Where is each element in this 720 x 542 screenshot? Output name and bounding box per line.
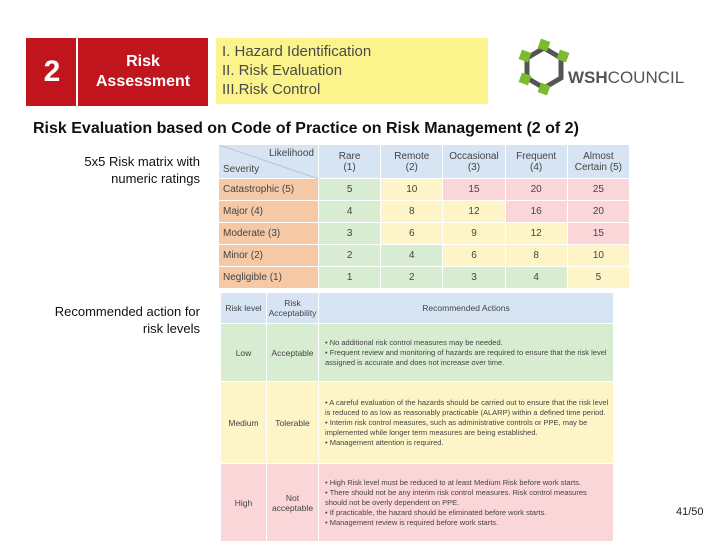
page-number: 41/50 [676, 506, 704, 518]
matrix-row [219, 267, 630, 289]
action-item: • Management attention is required. [325, 437, 444, 447]
matrix-cell: 8 [381, 201, 443, 223]
matrix-cell: 2 [319, 245, 381, 267]
actions-caption [20, 303, 200, 337]
severity-cell: Moderate (3) [219, 223, 319, 245]
outline-item-risk-control: III.Risk Control [222, 81, 321, 98]
action-item: • Frequent review and monitoring of hazards are required to ensure that the risk level assigned is accurate and does not increase over time. [325, 347, 607, 367]
matrix-col-header [319, 145, 381, 179]
logo-text-bold: WSH [568, 68, 608, 87]
section-label-line1: Risk [126, 53, 160, 70]
actions-caption-line1: Recommended action for [54, 304, 200, 319]
matrix-corner-header [219, 145, 319, 179]
matrix-cell: 9 [443, 223, 505, 245]
matrix-cell: 16 [505, 201, 567, 223]
col-name: Almost [583, 150, 614, 162]
section-label-line2: Assessment [95, 73, 191, 90]
actions-header-risk-level: Risk level [221, 293, 267, 324]
outline-item-hazard-identification: I. Hazard Identification [222, 43, 372, 60]
matrix-col-header [567, 145, 629, 179]
matrix-row [219, 179, 630, 201]
risk-level-cell: Low [221, 324, 267, 382]
matrix-cell: 10 [381, 179, 443, 201]
outline-item-risk-evaluation: II. Risk Evaluation [222, 62, 343, 79]
matrix-cell: 10 [567, 245, 629, 267]
matrix-cell: 5 [567, 267, 629, 289]
section-number: 2 [26, 38, 78, 106]
matrix-cell: 20 [505, 179, 567, 201]
logo-text-rest: COUNCIL [607, 68, 685, 87]
col-score: (4) [530, 161, 543, 173]
topic-outline [216, 38, 488, 104]
matrix-row [219, 201, 630, 223]
matrix-cell: 20 [567, 201, 629, 223]
matrix-cell: 6 [381, 223, 443, 245]
action-item: • High Risk level must be reduced to at least Medium Risk before work starts. [325, 477, 582, 487]
matrix-cell: 4 [319, 201, 381, 223]
matrix-caption-line2: numeric ratings [111, 171, 200, 186]
slide-heading: Risk Evaluation based on Code of Practice on Risk Management (2 of 2) [33, 120, 579, 137]
action-text: High Risk level must be reduced to at least Medium Risk before work starts. [329, 477, 582, 487]
actions-cell [319, 382, 614, 464]
action-item: • No additional risk control measures may be needed. [325, 337, 503, 347]
wsh-council-logo-text [568, 68, 684, 88]
col-name: Frequent [516, 150, 557, 162]
severity-cell: Negligible (1) [219, 267, 319, 289]
action-text: Management review is required before work starts. [329, 517, 499, 527]
matrix-cell: 12 [505, 223, 567, 245]
action-text: If practicable, the hazard should be eliminated before work starts. [329, 507, 547, 517]
acceptability-cell: Tolerable [267, 382, 319, 464]
action-text: Management attention is required. [329, 437, 444, 447]
matrix-cell: 3 [443, 267, 505, 289]
actions-cell [319, 464, 614, 542]
action-text: A careful evaluation of the hazards should be carried out to ensure that the risk level is reduced to as low as reasonably practicable (ALARP) within a defined time period. [325, 397, 609, 417]
matrix-caption-line1: 5x5 Risk matrix with [84, 154, 200, 169]
actions-header-acceptability: Risk Acceptability [267, 293, 319, 324]
matrix-cell: 25 [567, 179, 629, 201]
matrix-cell: 12 [443, 201, 505, 223]
col-score: Certain (5) [574, 161, 622, 173]
severity-cell: Major (4) [219, 201, 319, 223]
matrix-cell: 5 [319, 179, 381, 201]
action-item: • There should not be any interim risk control measures. Risk control measures should not be overly dependent on PPE. [325, 487, 587, 507]
matrix-row [219, 223, 630, 245]
col-name: Occasional [449, 150, 499, 162]
matrix-cell: 15 [443, 179, 505, 201]
matrix-cell: 1 [319, 267, 381, 289]
recommended-actions-table [220, 292, 614, 542]
actions-header-recommended: Recommended Actions [319, 293, 614, 324]
matrix-caption [40, 153, 200, 187]
matrix-cell: 8 [505, 245, 567, 267]
actions-row-medium [221, 382, 614, 464]
col-score: (2) [405, 161, 418, 173]
action-text: Interim risk control measures, such as administrative controls or PPE, may be implemented while longer term measures are being established. [325, 417, 588, 437]
matrix-cell: 4 [505, 267, 567, 289]
action-text: No additional risk control measures may be needed. [329, 337, 503, 347]
likelihood-label: Likelihood [268, 148, 314, 159]
acceptability-cell: Acceptable [267, 324, 319, 382]
matrix-cell: 3 [319, 223, 381, 245]
matrix-row [219, 245, 630, 267]
action-item: • Interim risk control measures, such as administrative controls or PPE, may be implemented while longer term measures are being established. [325, 417, 588, 437]
risk-matrix-table [218, 144, 630, 289]
risk-level-cell: Medium [221, 382, 267, 464]
actions-row-high [221, 464, 614, 542]
matrix-col-header [381, 145, 443, 179]
actions-row-low [221, 324, 614, 382]
matrix-cell: 2 [381, 267, 443, 289]
severity-cell: Catastrophic (5) [219, 179, 319, 201]
actions-caption-line2: risk levels [142, 321, 200, 336]
action-item: • A careful evaluation of the hazards should be carried out to ensure that the risk level is reduced to as low as reasonably practicable (ALARP) within a defined time period. [325, 397, 609, 417]
matrix-cell: 15 [567, 223, 629, 245]
col-score: (3) [467, 161, 481, 173]
action-item: • Management review is required before work starts. [325, 517, 499, 527]
matrix-cell: 4 [381, 245, 443, 267]
col-name: Remote [394, 150, 430, 162]
section-label [78, 38, 208, 106]
action-text: There should not be any interim risk control measures. Risk control measures should not be overly dependent on PPE. [325, 487, 587, 507]
matrix-col-header [505, 145, 567, 179]
severity-cell: Minor (2) [219, 245, 319, 267]
matrix-cell: 6 [443, 245, 505, 267]
matrix-col-header [443, 145, 505, 179]
acceptability-cell: Not acceptable [267, 464, 319, 542]
col-name: Rare [338, 150, 361, 162]
wsh-council-logo-icon [514, 38, 574, 98]
risk-level-cell: High [221, 464, 267, 542]
action-text: Frequent review and monitoring of hazards are required to ensure that the risk level assigned is accurate and does not increase over time. [325, 347, 607, 367]
wsh-council-logo [512, 36, 692, 100]
col-score: (1) [343, 161, 356, 173]
action-item: • If practicable, the hazard should be eliminated before work starts. [325, 507, 547, 517]
actions-cell [319, 324, 614, 382]
severity-label: Severity [223, 164, 260, 175]
